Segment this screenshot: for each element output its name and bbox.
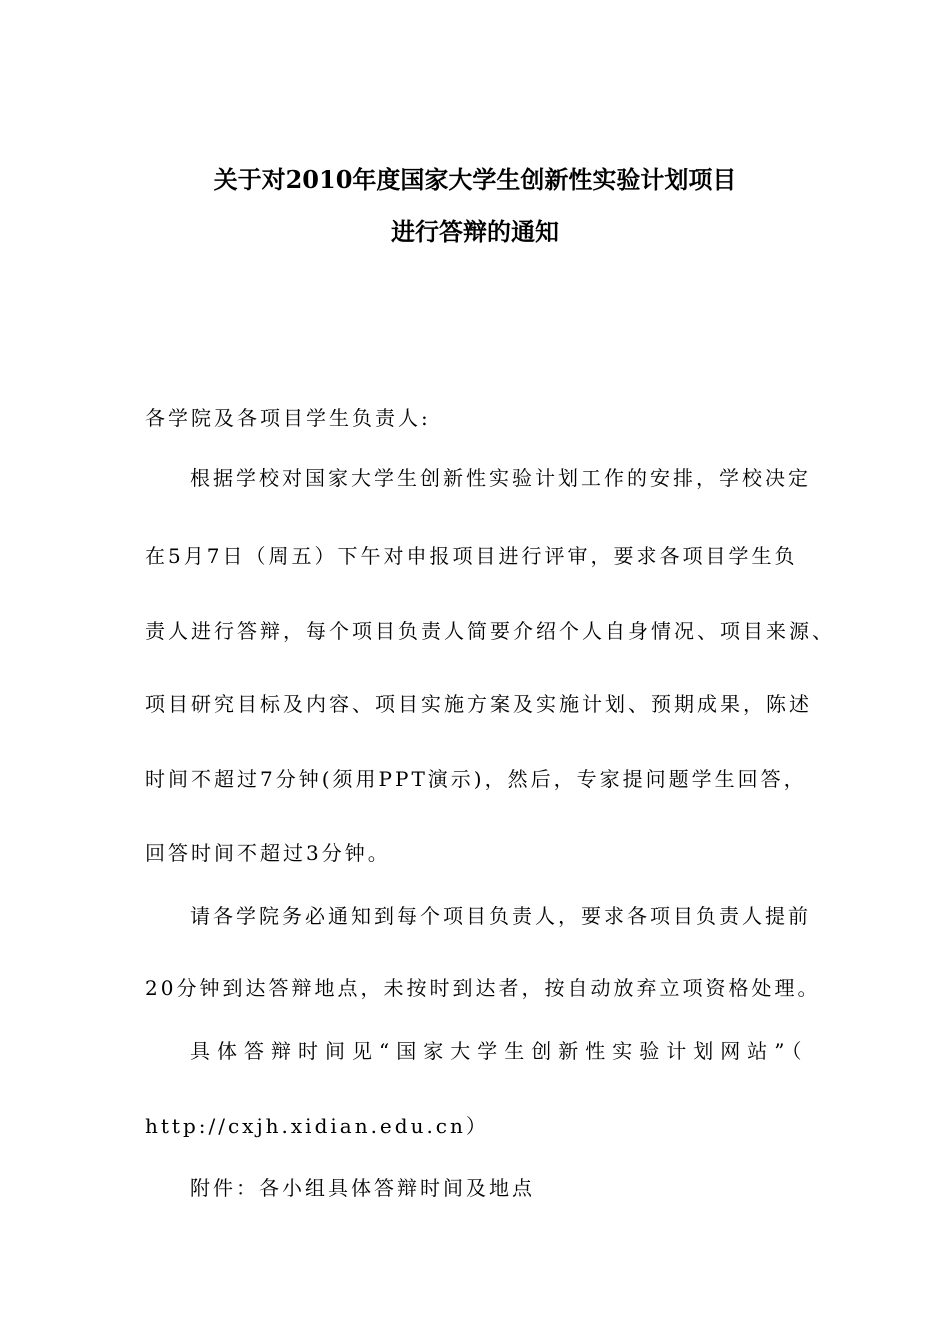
- paragraph1-line3: 责人进行答辩，每个项目负责人简要介绍个人自身情况、项目来源、: [145, 619, 835, 643]
- paragraph3-line2-url: http://cxjh.xidian.edu.cn）: [145, 1114, 489, 1138]
- paragraph1-line2: 在5月7日（周五）下午对申报项目进行评审，要求各项目学生负: [145, 544, 798, 568]
- salutation: 各学院及各项目学生负责人:: [145, 406, 431, 430]
- paragraph1-line6: 回答时间不超过3分钟。: [145, 841, 391, 865]
- attachment-line: 附件：各小组具体答辩时间及地点: [190, 1176, 535, 1200]
- paragraph2-line2: 20分钟到达答辩地点，未按时到达者，按自动放弃立项资格处理。: [145, 976, 821, 1000]
- paragraph2-line1: 请各学院务必通知到每个项目负责人，要求各项目负责人提前: [190, 904, 811, 928]
- document-title-line2: 进行答辩的通知: [391, 217, 559, 246]
- document-title-line1: 关于对2010年度国家大学生创新性实验计划项目: [213, 165, 737, 194]
- paragraph1-line1: 根据学校对国家大学生创新性实验计划工作的安排，学校决定: [190, 466, 811, 490]
- paragraph1-line5: 时间不超过7分钟(须用PPT演示)，然后，专家提问题学生回答，: [145, 767, 807, 791]
- paragraph1-line4: 项目研究目标及内容、项目实施方案及实施计划、预期成果，陈述: [145, 692, 812, 716]
- paragraph3-line1: 具体答辩时间见“国家大学生创新性实验计划网站”（: [190, 1039, 809, 1063]
